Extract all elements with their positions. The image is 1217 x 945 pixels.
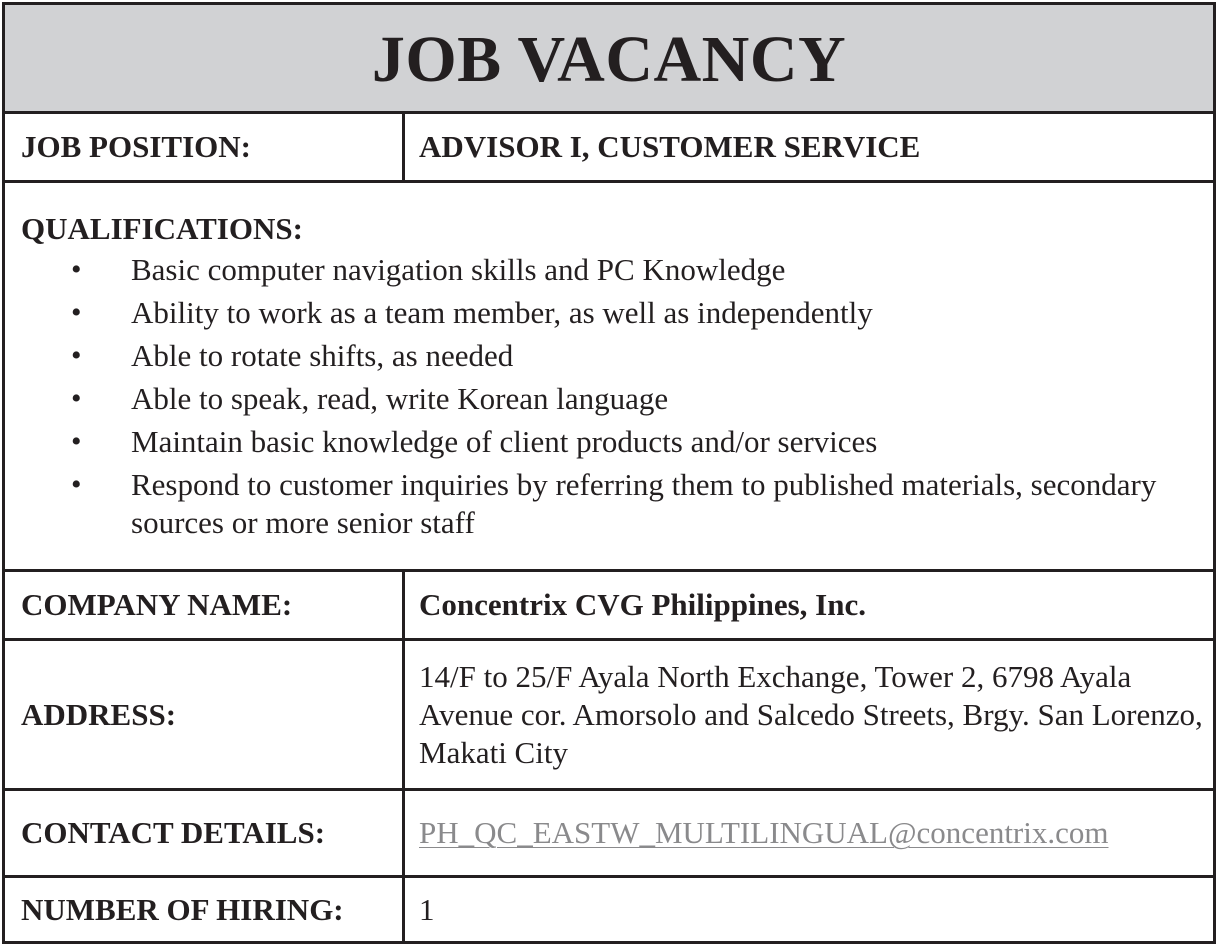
bullet-icon: • [71, 382, 82, 415]
bullet-icon: • [71, 253, 82, 286]
list-item [21, 251, 1197, 289]
number-of-hiring-label: NUMBER OF HIRING: [5, 878, 405, 941]
contact-details-row [5, 791, 1213, 878]
company-name-row [5, 572, 1213, 641]
number-of-hiring-row [5, 878, 1213, 941]
page-title: JOB VACANCY [371, 23, 847, 96]
list-item [21, 423, 1197, 461]
qualifications-heading: QUALIFICATIONS: [21, 211, 303, 246]
address-value: 14/F to 25/F Ayala North Exchange, Tower 2, 6798 Ayala Avenue cor. Amorsolo and Salcedo Streets, Brgy. San Lorenzo, Makati City [419, 658, 1203, 770]
company-name-value: Concentrix CVG Philippines, Inc. [419, 587, 866, 622]
bullet-icon: • [71, 468, 82, 501]
contact-email-link[interactable]: PH_QC_EASTW_MULTILINGUAL@concentrix.com [419, 815, 1109, 850]
qualification-text: Basic computer navigation skills and PC Knowledge [131, 252, 786, 287]
qualification-text: Respond to customer inquiries by referring them to published materials, secondary sources or more senior staff [131, 467, 1157, 540]
job-position-label: JOB POSITION: [5, 114, 405, 180]
bullet-icon: • [71, 296, 82, 329]
qualification-text: Maintain basic knowledge of client products and/or services [131, 424, 878, 459]
address-label: ADDRESS: [5, 641, 405, 788]
title-banner [5, 5, 1213, 114]
company-name-label: COMPANY NAME: [5, 572, 405, 638]
job-vacancy-sheet [2, 2, 1216, 944]
bullet-icon: • [71, 339, 82, 372]
qualification-text: Able to rotate shifts, as needed [131, 338, 514, 373]
address-row [5, 641, 1213, 791]
list-item [21, 294, 1197, 332]
number-of-hiring-value: 1 [419, 891, 435, 927]
contact-details-cell [405, 791, 1213, 875]
list-item [21, 337, 1197, 375]
qualification-text: Ability to work as a team member, as well as independently [131, 295, 873, 330]
job-position-value: ADVISOR I, CUSTOMER SERVICE [419, 129, 921, 164]
qualifications-list [21, 251, 1197, 542]
contact-details-label: CONTACT DETAILS: [5, 791, 405, 875]
bullet-icon: • [71, 425, 82, 458]
qualification-text: Able to speak, read, write Korean language [131, 381, 669, 416]
job-position-row [5, 114, 1213, 183]
list-item [21, 380, 1197, 418]
qualifications-section [5, 183, 1213, 572]
list-item [21, 466, 1197, 542]
